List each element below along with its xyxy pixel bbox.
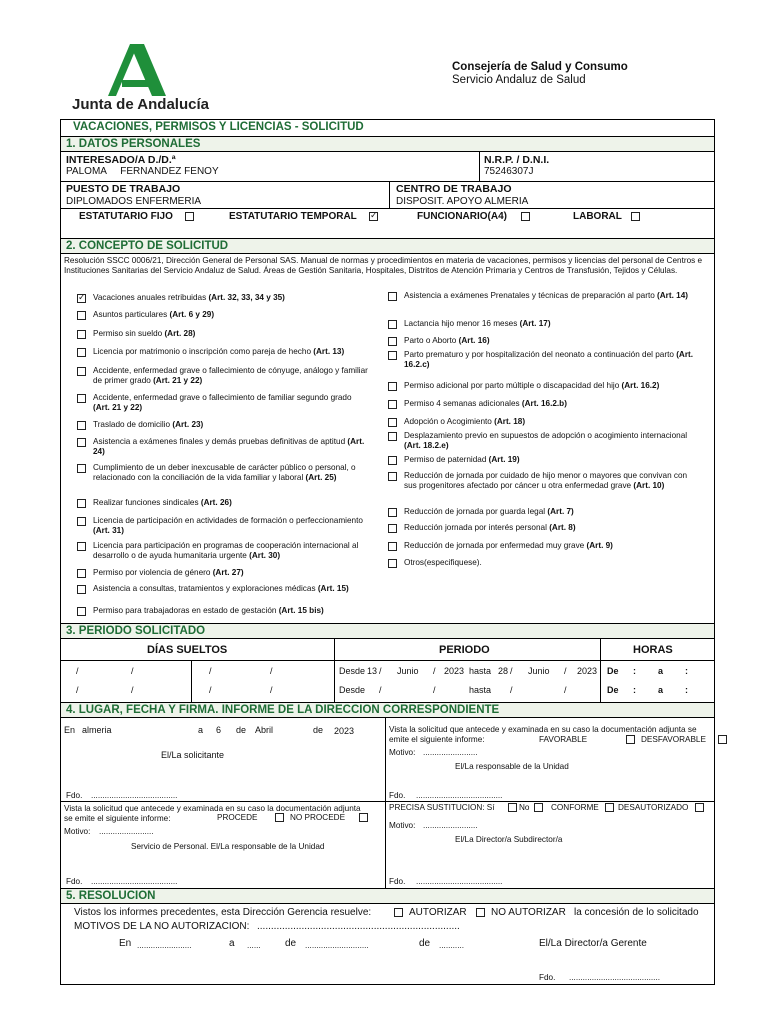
concept-item-text: Permiso de paternidad [404,455,489,464]
motivos-label: MOTIVOS DE LA NO AUTORIZACION: [74,921,250,932]
horas-de: De [607,666,619,676]
procede-label: PROCEDE [217,813,258,822]
hasta-label: hasta [469,666,492,676]
horas-colon: : [685,685,688,695]
left-item-checkbox[interactable] [77,367,86,376]
left-item-checkbox[interactable] [77,394,86,403]
concept-item-text: Reducción jornada por interés personal [404,523,550,532]
concept-item-text: Vacaciones anuales retribuidas [93,293,209,302]
left-item-checkbox[interactable] [77,464,86,473]
gerente-label: El/La Director/a Gerente [539,938,647,949]
concept-item-article: (Art. 32, 33, 34 y 35) [208,293,285,302]
concept-item-article: (Art. 21 y 22) [93,402,143,412]
estatutario-fijo-checkbox[interactable] [185,212,194,221]
section1-heading: 1. DATOS PERSONALES [61,136,714,152]
right-item-checkbox[interactable] [388,432,397,441]
concept-item-article: (Art. 25) [305,472,337,482]
concept-item [404,381,694,391]
right-item-checkbox[interactable] [388,400,397,409]
nrp-value: 75246307J [484,166,534,177]
no-autorizar-checkbox[interactable] [476,908,485,917]
slash: / [510,666,513,676]
section5-heading: 5. RESOLUCION [61,888,714,904]
puesto-label: PUESTO DE TRABAJO [66,183,181,195]
concept-item-article: (Art. 15) [317,584,349,593]
tipo-estatutario-temporal: ESTATUTARIO TEMPORAL [229,211,357,222]
desautorizado-label: DESAUTORIZADO [618,803,689,812]
motivos-dots: ......................................................................... [257,921,460,932]
no-label: No [519,803,530,812]
concept-item-text: Realizar funciones sindicales [93,498,201,507]
sustitucion-no-checkbox[interactable] [534,803,543,812]
concept-item-article: (Art. 24) [93,437,365,456]
concept-item [404,336,694,346]
concept-item [404,431,694,450]
slash: / [379,685,382,695]
right-item-checkbox[interactable] [388,337,397,346]
concept-item-article: (Art. 30) [249,550,281,560]
concept-item [93,606,368,616]
motivo-dots: ........................ [423,821,478,830]
concept-item-text: Permiso 4 semanas adicionales [404,399,522,408]
slash: / [209,666,212,676]
left-item-checkbox[interactable] [77,607,86,616]
slash: / [131,666,134,676]
concept-item [93,516,368,535]
horas-colon: : [633,685,636,695]
slash: / [131,685,134,695]
fdo-dots: ...................................... [91,791,178,800]
concept-item-text: Asuntos particulares [93,310,170,319]
slash: / [76,685,79,695]
autorizar-checkbox[interactable] [394,908,403,917]
concept-item [93,347,368,357]
motivo-dots: ........................ [99,827,154,836]
desfavorable-label: DESFAVORABLE [641,735,706,744]
concept-item-text: Asistencia a exámenes Prenatales y técnicas de preparación al parto [404,291,658,300]
right-item-checkbox[interactable] [388,351,397,360]
concept-item-article: (Art. 16.2.b) [521,399,567,408]
concesion-text: la concesión de lo solicitado [574,907,699,918]
concept-item-text: Asistencia a consultas, tratamientos y exploraciones médicas [93,584,318,593]
fdo-dots: ...................................... [416,877,503,886]
concept-item [404,523,694,533]
logo [100,40,180,96]
left-item-checkbox[interactable] [77,294,86,303]
resol-en: En [119,938,132,949]
servicio: Servicio Andaluz de Salud [452,74,586,86]
left-item-checkbox[interactable] [77,438,86,447]
hasta-label: hasta [469,685,492,695]
interesado-label: INTERESADO/A D./D.ª [66,154,176,166]
favorable-checkbox[interactable] [626,735,635,744]
motivo-label: Motivo: [389,821,416,830]
left-item-checkbox[interactable] [77,499,86,508]
concept-item-text: Permiso para trabajadoras en estado de gestación [93,606,279,615]
concept-item-article: (Art. 16.2) [621,381,660,390]
motivo-label: Motivo: [389,748,416,757]
concept-item [404,291,694,301]
concept-item-article: (Art. 23) [172,420,204,429]
slash: / [270,666,273,676]
fecha-a: a [198,725,204,735]
resol-en-dots: ........................ [137,941,192,950]
concept-item-article: (Art. 13) [313,347,345,356]
concept-item-article: (Art. 28) [164,329,196,338]
org-name: Junta de Andalucía [72,96,209,113]
favorable-label: FAVORABLE [539,735,588,744]
concept-item-article: (Art. 16.2.c) [404,350,694,369]
concept-item-article: (Art. 26) [200,498,232,507]
autorizar-label: AUTORIZAR [409,907,467,918]
slash: / [76,666,79,676]
concept-item-text: Reducción de jornada por enfermedad muy grave [404,541,587,550]
puesto-value: DIPLOMADOS ENFERMERIA [66,196,202,207]
fecha-month: Abril [255,725,274,735]
concept-item [93,393,368,412]
concept-item [93,310,368,320]
concept-item-text: Lactancia hijo menor 16 meses [404,319,520,328]
centro-value: DISPOSIT. APOYO ALMERIA [396,196,529,207]
fecha-year: 2023 [334,726,355,736]
slash: / [564,666,567,676]
concept-item-text: Reducción de jornada por guarda legal [404,507,548,516]
section2-intro: Resolución SSCC 0006/21, Dirección General de Personal SAS. Manual de normas y procedimientos en materia de vacaciones, permisos y licencias del personal de Centros e Instituciones Sanitarias del Servicio Andaluz de Salud. Áreas de Gestión Sanitaria, Hospitales, Distritos de Atención Primaria y Centros de Transfusión, Tejidos y Células. [64,256,703,275]
concept-item-article: (Art. 9) [586,541,613,550]
fdo-label: Fdo. [389,791,406,800]
concept-item-article: (Art. 19) [488,455,520,464]
concept-item [93,584,368,594]
concept-item [404,471,694,490]
nrp-label: N.R.P. / D.N.I. [484,154,550,166]
fdo-label: Fdo. [66,791,83,800]
horas-a: a [658,666,664,676]
slash: / [379,666,382,676]
concept-item [93,437,368,456]
concept-item-article: (Art. 8) [549,523,576,532]
concept-item-article: (Art. 18) [494,417,526,426]
concept-item-text: Licencia para participación en programas de cooperación internacional al desarrollo o de ayuda humanitaria urgente [93,541,359,560]
concept-item [93,541,368,560]
desde-day: 13 [367,666,378,676]
section2-heading: 2. CONCEPTO DE SOLICITUD [61,238,714,254]
desautorizado-checkbox[interactable] [695,803,704,812]
concept-item-text: Traslado de domicilio [93,420,173,429]
col-dias-sueltos: DÍAS SUELTOS [147,644,228,656]
lugar-value: almeria [82,725,112,735]
funcionario-checkbox[interactable] [521,212,530,221]
concept-item [404,319,694,329]
sustitucion-si-checkbox[interactable] [508,803,517,812]
concept-item-article: (Art. 14) [657,291,688,300]
motivo-label: Motivo: [64,827,91,836]
slash: / [510,685,513,695]
desde-label: Desde [339,666,366,676]
concept-item-text: Parto o Aborto [404,336,459,345]
desde-month: Junio [397,666,419,676]
horas-a: a [658,685,664,695]
left-item-checkbox[interactable] [77,421,86,430]
concept-item [404,350,694,369]
desde-label: Desde [339,685,366,695]
tipo-laboral: LABORAL [573,211,622,222]
right-item-checkbox[interactable] [388,292,397,301]
fecha-de: de [313,725,324,735]
concept-item-article: (Art. 10) [633,480,665,490]
concept-item-text: Accidente, enfermedad grave o fallecimiento de cónyuge, análogo y familiar de primer grado [93,366,368,385]
resol-de-dots: ............................ [305,941,369,950]
concept-item-text: Licencia de participación en actividades de formación o perfeccionamiento [93,516,363,525]
concept-item [93,293,368,303]
left-item-checkbox[interactable] [77,330,86,339]
left-item-checkbox[interactable] [77,311,86,320]
right-item-checkbox[interactable] [388,542,397,551]
concept-item [404,541,694,551]
laboral-checkbox[interactable] [631,212,640,221]
concept-item-article: (Art. 7) [547,507,574,516]
precisa-label: PRECISA SUSTITUCION: Sí [389,803,495,812]
right-item-checkbox[interactable] [388,418,397,427]
concept-item-text: Asistencia a exámenes finales y demás pruebas definitivas de aptitud [93,437,348,446]
vista-text: Vista la solicitud que antecede y examinada en su caso la documentación adjunta se emite el siguiente informe: [64,804,361,823]
no-procede-checkbox[interactable] [359,813,368,822]
vista-text: Vista la solicitud que antecede y examinada en su caso la documentación adjunta se emite el siguiente informe: [389,725,697,744]
concept-item-article: (Art. 31) [93,525,124,535]
tipo-estatutario-fijo: ESTATUTARIO FIJO [79,211,173,222]
solicitante-label: El/La solicitante [161,750,225,760]
horas-de: De [607,685,619,695]
left-item-checkbox[interactable] [77,517,86,526]
horas-colon: : [633,666,636,676]
concept-item [404,558,694,568]
fecha-de: de [236,725,247,735]
concept-item-article: (Art. 21 y 22) [153,375,203,385]
right-item-checkbox[interactable] [388,320,397,329]
concept-item [404,507,694,517]
concept-item-text: Parto prematuro y por hospitalización del neonato a continuación del parto [404,350,677,359]
concept-item-article: (Art. 16) [458,336,490,345]
fdo-label: Fdo. [389,877,406,886]
concept-item [93,366,368,385]
hasta-day: 28 [498,666,509,676]
concept-item [93,463,368,482]
estatutario-temporal-checkbox[interactable] [369,212,378,221]
responsable-unidad: El/La responsable de la Unidad [455,762,569,771]
concept-item-text: Accidente, enfermedad grave o fallecimiento de familiar segundo grado [93,393,352,402]
servicio-personal: Servicio de Personal. El/La responsable de la Unidad [131,842,325,851]
concept-item [404,399,694,409]
concept-item-article: (Art. 15 bis) [278,606,324,615]
motivo-dots: ........................ [423,748,478,757]
concept-item-article: (Art. 27) [212,568,244,577]
right-item-checkbox[interactable] [388,508,397,517]
concept-item-text: Cumplimiento de un deber inexcusable de carácter público o personal, o relacionado con la conciliación de la vida familiar y laboral [93,463,356,482]
form-title: VACACIONES, PERMISOS Y LICENCIAS - SOLICITUD [73,121,364,133]
desfavorable-checkbox[interactable] [718,735,727,744]
left-item-checkbox[interactable] [77,585,86,594]
concept-item-text: Desplazamiento previo en supuestos de adopción o acogimiento internacional [404,431,688,440]
concept-item-text: Otros(especifiquese). [404,558,482,567]
consejeria: Consejería de Salud y Consumo [452,61,628,73]
fdo-label: Fdo. [66,877,83,886]
right-item-checkbox[interactable] [388,524,397,533]
concept-item [404,417,694,427]
slash: / [433,666,436,676]
form [60,119,715,985]
section4-heading: 4. LUGAR, FECHA Y FIRMA. INFORME DE LA DIRECCION CORRESPONDIENTE [61,702,714,718]
right-item-checkbox[interactable] [388,559,397,568]
left-item-checkbox[interactable] [77,348,86,357]
concept-item-text: Adopción o Acogimiento [404,417,495,426]
hasta-month: Junio [528,666,550,676]
resol-de: de [419,938,431,949]
conforme-checkbox[interactable] [605,803,614,812]
concept-item-text: Reducción de jornada por cuidado de hijo menor o mayores que convivan con sus progenitores afectado por cáncer u otra enfermedad grave [404,471,688,490]
horas-colon: : [685,666,688,676]
col-periodo: PERIODO [439,644,490,656]
tipo-funcionario: FUNCIONARIO(A4) [417,211,507,222]
resol-a-dots: ...... [247,941,261,950]
concept-item-article: (Art. 6 y 29) [169,310,215,319]
resol-a: a [229,938,235,949]
interesado-value: PALOMA FERNANDEZ FENOY [66,166,219,177]
slash: / [564,685,567,695]
concept-item [404,455,694,465]
concept-item-text: Permiso adicional por parto múltiple o discapacidad del hijo [404,381,622,390]
left-item-checkbox[interactable] [77,542,86,551]
fdo-dots: ...................................... [416,791,503,800]
right-item-checkbox[interactable] [388,472,397,481]
resol-de2-dots: ........... [439,941,465,950]
slash: / [433,685,436,695]
resol-de: de [285,938,297,949]
slash: / [270,685,273,695]
concept-item [93,420,368,430]
right-item-checkbox[interactable] [388,382,397,391]
lugar-en: En [64,725,76,735]
vistos-text: Vistos los informes precedentes, esta Dirección Gerencia resuelve: [74,907,372,918]
concept-item-text: Licencia por matrimonio o inscripción como pareja de hecho [93,347,314,356]
right-item-checkbox[interactable] [388,456,397,465]
section3-heading: 3. PERIODO SOLICITADO [61,623,714,639]
left-item-checkbox[interactable] [77,569,86,578]
slash: / [209,685,212,695]
concept-item [93,329,368,339]
director-label: El/La Director/a Subdirector/a [455,835,563,844]
resol-fdo-label: Fdo. [539,973,556,982]
hasta-year: 2023 [577,666,598,676]
no-autorizar-label: NO AUTORIZAR [491,907,566,918]
concept-item-article: (Art. 18.2.e) [404,440,449,450]
desde-year: 2023 [444,666,465,676]
concept-item-article: (Art. 17) [519,319,551,328]
procede-checkbox[interactable] [275,813,284,822]
junta-logo-icon [100,40,180,96]
conforme-label: CONFORME [551,803,599,812]
no-procede-label: NO PROCEDE [290,813,346,822]
centro-label: CENTRO DE TRABAJO [396,183,512,195]
resol-fdo-dots: ........................................ [569,973,660,982]
concept-item-text: Permiso sin sueldo [93,329,165,338]
fdo-dots: ...................................... [91,877,178,886]
concept-item-text: Permiso por violencia de género [93,568,213,577]
col-horas: HORAS [633,644,673,656]
concept-item [93,498,368,508]
fecha-day: 6 [216,725,222,735]
concept-item [93,568,368,578]
